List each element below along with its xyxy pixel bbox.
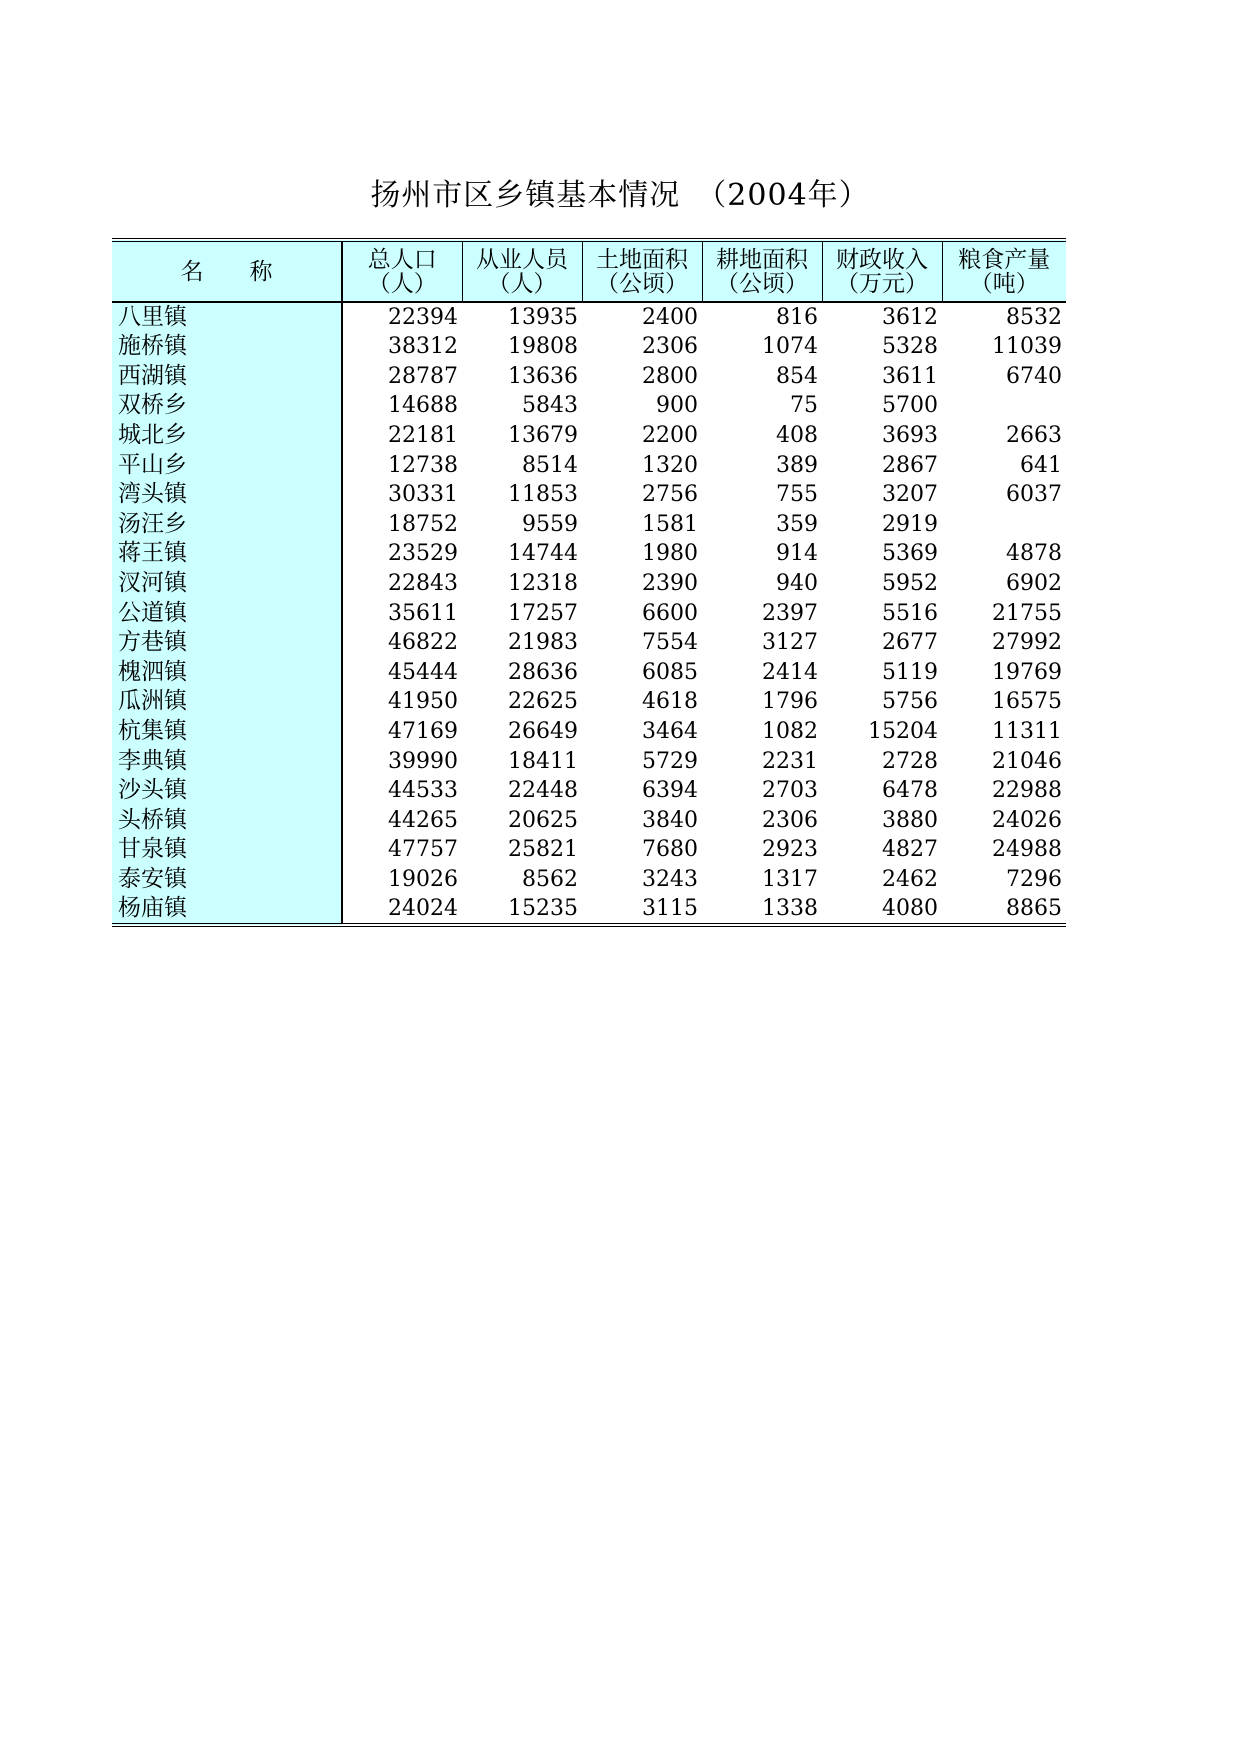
value-cell: 8562 xyxy=(522,866,578,892)
township-name-cell: 瓜洲镇 xyxy=(112,687,342,717)
value-cell: 5843 xyxy=(522,393,578,419)
header-total-population xyxy=(342,240,462,302)
table-row xyxy=(112,539,1066,569)
header-employed xyxy=(462,240,582,302)
value-cell: 1338 xyxy=(702,894,822,925)
table-row xyxy=(112,569,1066,599)
value-cell: 6037 xyxy=(1006,482,1062,508)
table-row xyxy=(112,658,1066,688)
value-cell: 2306 xyxy=(762,807,818,833)
value-cell: 8514 xyxy=(522,452,578,478)
value-cell: 25821 xyxy=(508,837,578,863)
township-name-cell: 西湖镇 xyxy=(112,362,342,392)
township-name-cell: 公道镇 xyxy=(112,598,342,628)
value-cell: 6478 xyxy=(882,778,938,804)
value-cell: 854 xyxy=(776,363,818,389)
value-cell: 15204 xyxy=(868,719,938,745)
value-cell: 21983 xyxy=(508,630,578,656)
value-cell: 16575 xyxy=(992,689,1062,715)
value-cell: 22394 xyxy=(388,305,458,330)
table-row xyxy=(112,421,1066,451)
value-cell: 3464 xyxy=(642,719,698,745)
value-cell: 1320 xyxy=(642,452,698,478)
header-name xyxy=(112,240,342,302)
township-name-cell: 湾头镇 xyxy=(112,480,342,510)
value-cell: 28636 xyxy=(508,659,578,685)
township-name-cell: 方巷镇 xyxy=(112,628,342,658)
value-cell: 28787 xyxy=(388,363,458,389)
value-cell: 22843 xyxy=(388,571,458,597)
header-label: 粮食产量 xyxy=(958,246,1051,273)
value-cell: 38312 xyxy=(388,334,458,360)
value-cell: 7296 xyxy=(1006,866,1062,892)
table-body xyxy=(112,302,1066,925)
township-name-cell: 蒋王镇 xyxy=(112,539,342,569)
table-header xyxy=(112,240,1066,302)
value-cell: 2400 xyxy=(642,305,698,330)
value-cell xyxy=(942,391,1066,421)
value-cell: 3243 xyxy=(642,866,698,892)
value-cell: 22988 xyxy=(992,778,1062,804)
value-cell: 18411 xyxy=(508,748,578,774)
value-cell: 6740 xyxy=(1006,363,1062,389)
value-cell: 1074 xyxy=(762,334,818,360)
header-row xyxy=(112,240,1066,302)
data-table xyxy=(112,238,1066,927)
value-cell xyxy=(942,510,1066,540)
township-name-cell: 槐泗镇 xyxy=(112,658,342,688)
value-cell: 30331 xyxy=(388,482,458,508)
value-cell: 7680 xyxy=(642,837,698,863)
value-cell: 1082 xyxy=(762,719,818,745)
value-cell: 19769 xyxy=(992,659,1062,685)
value-cell: 4618 xyxy=(642,689,698,715)
header-unit: （人） xyxy=(367,270,437,297)
value-cell: 22625 xyxy=(508,689,578,715)
value-cell: 2756 xyxy=(642,482,698,508)
township-name-cell: 八里镇 xyxy=(112,302,342,332)
value-cell: 3693 xyxy=(882,423,938,449)
value-cell: 6394 xyxy=(642,778,698,804)
table-row xyxy=(112,894,1066,925)
table-row xyxy=(112,391,1066,421)
value-cell: 3880 xyxy=(882,807,938,833)
value-cell: 20625 xyxy=(508,807,578,833)
value-cell: 11039 xyxy=(992,334,1062,360)
table-row xyxy=(112,302,1066,332)
value-cell: 35611 xyxy=(388,600,458,626)
page-title: 扬州市区乡镇基本情况 （2004年） xyxy=(370,178,870,213)
value-cell: 23529 xyxy=(388,541,458,567)
value-cell: 6600 xyxy=(642,600,698,626)
value-cell: 6085 xyxy=(642,659,698,685)
table-row xyxy=(112,806,1066,836)
header-name-label: 名 称 xyxy=(180,258,273,285)
table-row xyxy=(112,598,1066,628)
value-cell: 641 xyxy=(1020,452,1062,478)
value-cell: 1581 xyxy=(642,511,698,537)
value-cell: 24026 xyxy=(992,807,1062,833)
table-row xyxy=(112,362,1066,392)
township-name-cell: 杭集镇 xyxy=(112,717,342,747)
value-cell: 389 xyxy=(776,452,818,478)
value-cell: 2728 xyxy=(882,748,938,774)
value-cell: 2923 xyxy=(762,837,818,863)
value-cell: 4080 xyxy=(822,894,942,925)
value-cell: 816 xyxy=(776,305,818,330)
header-unit: （人） xyxy=(487,270,557,297)
value-cell: 14688 xyxy=(388,393,458,419)
header-grain-output xyxy=(942,240,1066,302)
value-cell: 5328 xyxy=(882,334,938,360)
header-unit: （公顷） xyxy=(596,270,688,297)
township-name-cell: 双桥乡 xyxy=(112,391,342,421)
value-cell: 24988 xyxy=(992,837,1062,863)
value-cell: 408 xyxy=(776,423,818,449)
township-name-cell: 城北乡 xyxy=(112,421,342,451)
header-label: 耕地面积 xyxy=(716,246,808,273)
value-cell: 2231 xyxy=(762,748,818,774)
value-cell: 3611 xyxy=(882,363,938,389)
value-cell: 39990 xyxy=(388,748,458,774)
table-row xyxy=(112,332,1066,362)
value-cell: 26649 xyxy=(508,719,578,745)
value-cell: 13636 xyxy=(508,363,578,389)
value-cell: 900 xyxy=(656,393,698,419)
table-row xyxy=(112,480,1066,510)
value-cell: 46822 xyxy=(388,630,458,656)
header-unit: （公顷） xyxy=(716,270,808,297)
value-cell: 2462 xyxy=(882,866,938,892)
table-row xyxy=(112,746,1066,776)
value-cell: 19026 xyxy=(388,866,458,892)
value-cell: 45444 xyxy=(388,659,458,685)
value-cell: 359 xyxy=(776,511,818,537)
header-unit: （吨） xyxy=(969,270,1039,297)
value-cell: 47757 xyxy=(388,837,458,863)
value-cell: 17257 xyxy=(508,600,578,626)
value-cell: 2200 xyxy=(642,423,698,449)
table-row xyxy=(112,776,1066,806)
value-cell: 24024 xyxy=(342,894,462,925)
value-cell: 2703 xyxy=(762,778,818,804)
table-row xyxy=(112,835,1066,865)
value-cell: 5756 xyxy=(882,689,938,715)
value-cell: 41950 xyxy=(388,689,458,715)
table-row xyxy=(112,628,1066,658)
value-cell: 2306 xyxy=(642,334,698,360)
value-cell: 5119 xyxy=(882,659,938,685)
value-cell: 2390 xyxy=(642,571,698,597)
value-cell: 6902 xyxy=(1006,571,1062,597)
value-cell: 755 xyxy=(776,482,818,508)
value-cell: 3115 xyxy=(582,894,702,925)
value-cell: 2663 xyxy=(1006,423,1062,449)
value-cell: 4878 xyxy=(1006,541,1062,567)
value-cell: 5516 xyxy=(882,600,938,626)
value-cell: 914 xyxy=(776,541,818,567)
value-cell: 21046 xyxy=(992,748,1062,774)
township-name-cell: 施桥镇 xyxy=(112,332,342,362)
value-cell: 8865 xyxy=(942,894,1066,925)
township-table xyxy=(112,238,1066,927)
value-cell: 15235 xyxy=(462,894,582,925)
value-cell: 5369 xyxy=(882,541,938,567)
value-cell: 47169 xyxy=(388,719,458,745)
table-row xyxy=(112,717,1066,747)
township-name-cell: 平山乡 xyxy=(112,450,342,480)
value-cell: 44533 xyxy=(388,778,458,804)
value-cell: 22448 xyxy=(508,778,578,804)
value-cell: 9559 xyxy=(522,511,578,537)
value-cell: 13679 xyxy=(508,423,578,449)
value-cell: 11311 xyxy=(992,719,1062,745)
township-name-cell: 甘泉镇 xyxy=(112,835,342,865)
township-name-cell: 杨庙镇 xyxy=(112,894,342,925)
value-cell: 19808 xyxy=(508,334,578,360)
header-label: 财政收入 xyxy=(836,246,928,273)
header-label: 从业人员 xyxy=(476,246,568,273)
value-cell: 27992 xyxy=(992,630,1062,656)
value-cell: 1796 xyxy=(762,689,818,715)
value-cell: 3127 xyxy=(762,630,818,656)
value-cell: 3207 xyxy=(882,482,938,508)
value-cell: 11853 xyxy=(508,482,578,508)
value-cell: 940 xyxy=(776,571,818,597)
value-cell: 21755 xyxy=(992,600,1062,626)
township-name-cell: 汤汪乡 xyxy=(112,510,342,540)
value-cell: 1980 xyxy=(642,541,698,567)
township-name-cell: 李典镇 xyxy=(112,746,342,776)
value-cell: 12738 xyxy=(388,452,458,478)
header-unit: （万元） xyxy=(836,270,928,297)
value-cell: 4827 xyxy=(882,837,938,863)
value-cell: 2919 xyxy=(882,511,938,537)
value-cell: 2397 xyxy=(762,600,818,626)
value-cell: 1317 xyxy=(762,866,818,892)
table-row xyxy=(112,687,1066,717)
header-label: 土地面积 xyxy=(596,246,688,273)
table-row xyxy=(112,510,1066,540)
value-cell: 13935 xyxy=(508,305,578,330)
value-cell: 44265 xyxy=(388,807,458,833)
header-fiscal-revenue xyxy=(822,240,942,302)
value-cell: 7554 xyxy=(642,630,698,656)
table-row xyxy=(112,865,1066,895)
value-cell: 3840 xyxy=(642,807,698,833)
value-cell: 14744 xyxy=(508,541,578,567)
value-cell: 2414 xyxy=(762,659,818,685)
value-cell: 5729 xyxy=(642,748,698,774)
value-cell: 18752 xyxy=(388,511,458,537)
header-land-area xyxy=(582,240,702,302)
value-cell: 12318 xyxy=(508,571,578,597)
township-name-cell: 头桥镇 xyxy=(112,806,342,836)
header-label: 总人口 xyxy=(367,246,437,273)
value-cell: 22181 xyxy=(388,423,458,449)
value-cell: 5700 xyxy=(882,393,938,419)
table-row xyxy=(112,450,1066,480)
value-cell: 3612 xyxy=(882,305,938,330)
township-name-cell: 沙头镇 xyxy=(112,776,342,806)
value-cell: 8532 xyxy=(1006,305,1062,330)
value-cell: 2800 xyxy=(642,363,698,389)
value-cell: 2677 xyxy=(882,630,938,656)
header-arable-area xyxy=(702,240,822,302)
value-cell: 5952 xyxy=(882,571,938,597)
value-cell: 2867 xyxy=(882,452,938,478)
township-name-cell: 汊河镇 xyxy=(112,569,342,599)
value-cell: 75 xyxy=(790,393,818,419)
township-name-cell: 泰安镇 xyxy=(112,865,342,895)
